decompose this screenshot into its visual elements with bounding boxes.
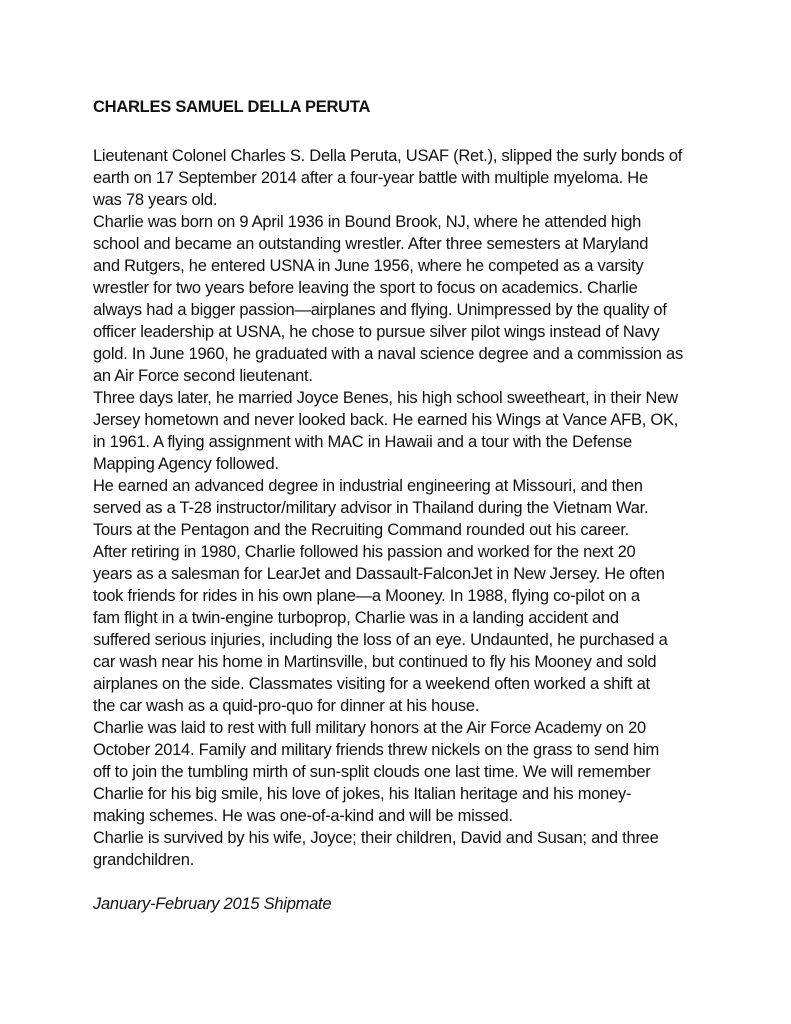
paragraph: Lieutenant Colonel Charles S. Della Peruta, USAF (Ret.), slipped the surly bonds of earth on 17 September 2014 after a four-year battle with multiple myeloma. He was 78 years old. [93,147,683,209]
paragraph: Three days later, he married Joyce Benes, his high school sweetheart, in their New Jersey hometown and never looked back. He earned his Wings at Vance AFB, OK, in 1961. A flying assignment with MAC in Hawaii and a tour with the Defense Mapping Agency followed. [93,389,679,473]
paragraph: Charlie is survived by his wife, Joyce; their children, David and Susan; and three grandchildren. [93,829,659,869]
paragraph: After retiring in 1980, Charlie followed his passion and worked for the next 20 years as a salesman for LearJet and Dassault-FalconJet in New Jersey. He often took friends for rides in his own plane—a Mooney. In 1988, flying co-pilot on a fam flight in a twin-engine turboprop, Charlie was in a landing accident and suffered serious injuries, including the loss of an eye. Undaunted, he purchased a car wash near his home in Martinsville, but continued to fly his Mooney and sold airplanes on the side. Classmates visiting for a weekend often worked a shift at the car wash as a quid-pro-quo for dinner at his house. [93,543,668,715]
paragraph: He earned an advanced degree in industrial engineering at Missouri, and then served as a T-28 instructor/military advisor in Thailand during the Vietnam War. Tours at the Pentagon and the Recruiting Command rounded out his career. [93,477,649,539]
source-citation: January-February 2015 Shipmate [93,895,332,913]
document-page [93,96,753,915]
document-body [93,145,753,871]
paragraph: Charlie was laid to rest with full military honors at the Air Force Academy on 20 October 2014. Family and military friends threw nickels on the grass to send him off to join the tumbling mirth of sun-split clouds one last time. We will remember Charlie for his big smile, his love of jokes, his Italian heritage and his money- making schemes. He was one-of-a-kind and will be missed. [93,719,660,825]
document-title: CHARLES SAMUEL DELLA PERUTA [93,98,371,116]
paragraph: Charlie was born on 9 April 1936 in Bound Brook, NJ, where he attended high school and became an outstanding wrestler. After three semesters at Maryland and Rutgers, he entered USNA in June 1956, where he competed as a varsity wrestler for two years before leaving the sport to focus on academics. Charlie always had a bigger passion—airplanes and flying. Unimpressed by the quality of officer leadership at USNA, he chose to pursue silver pilot wings instead of Navy gold. In June 1960, he graduated with a naval science degree and a commission as an Air Force second lieutenant. [93,213,683,385]
